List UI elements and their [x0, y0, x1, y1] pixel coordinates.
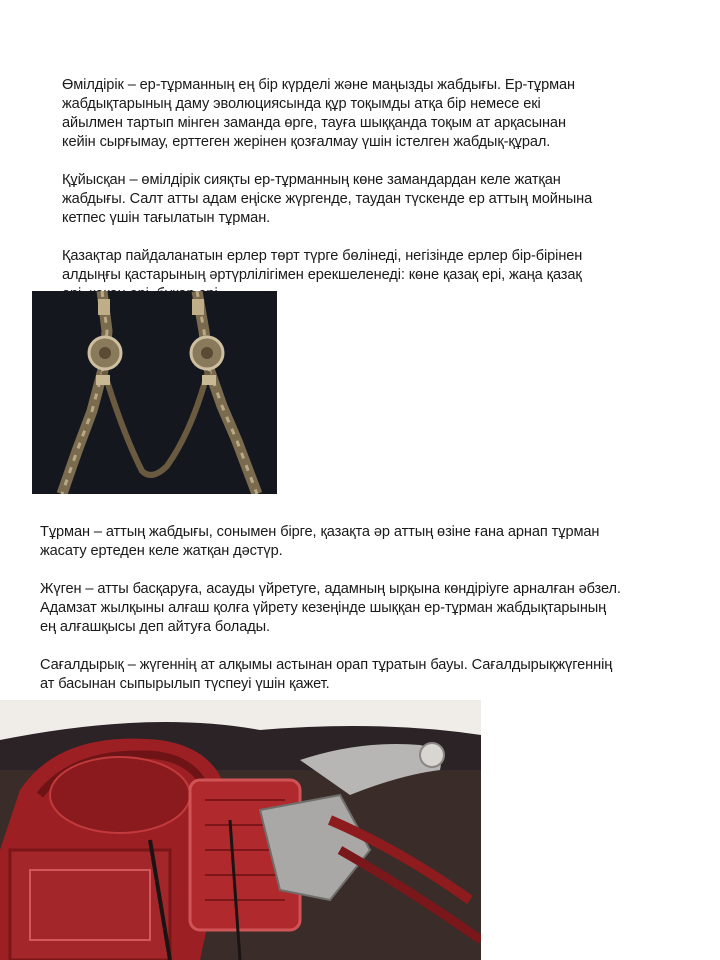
paragraph-kuiyskan: Құйысқан – өмілдірік сияқты ер-тұрманның көне замандардан келе жатқан жабдығы. Салт атты адам еңіске жүргенде, таудан түскенде ер аттың мойнына кетпес үшін тағылатын тұрман.: [62, 172, 593, 226]
paragraph-omildirik: Өмілдірік – ер-тұрманның ең бір күрделі және маңызды жабдығы. Ер-тұрман жабдықтарының даму эволюциясында құр тоқымды атқа бір немесе екі айылмен тартып мінген заманда өрге, тауға шыққанда тоқым ат арқасынан кейін сырғымау, ерттеген жерінен қозғалмау үшін істелген жабдық-құрал.: [62, 77, 576, 150]
paragraph-sagaldyryk: Сағалдырық – жүгеннің ат алқымы астынан орап тұратын бауы. Сағалдырықжүгеннің ат басынан сыпырылып түспеуі үшін қажет.: [40, 657, 613, 692]
text-block-top: [62, 57, 682, 323]
text-block-middle: [40, 504, 705, 713]
saddle-photo: [0, 700, 481, 960]
harness-photo: [32, 291, 277, 494]
paragraph-saddle-types: Қазақтар пайдаланатын ерлер төрт түрге бөлінеді, негізінде ерлер бір-бірінен алдыңғы қастарының әртүрлілігімен ерекшеленеді: көне қазақ ері, жаңа қазақ: [62, 248, 583, 283]
paragraph-zhugen: Жүген – атты басқаруға, асауды үйретуге, адамның ырқына көндіріуге арналған әбзел. Адамзат жылқыны алғаш қолға үйрету кезеңінде шыққан ер-тұрман жабдықтарының ең алғашқысы деп айтуға болады.: [40, 581, 621, 635]
paragraph-turman: Тұрман – аттың жабдығы, сонымен бірге, қазақта әр аттың өзіне ғана арнап тұрман жасату ертеден келе жатқан дәстүр.: [40, 524, 600, 559]
